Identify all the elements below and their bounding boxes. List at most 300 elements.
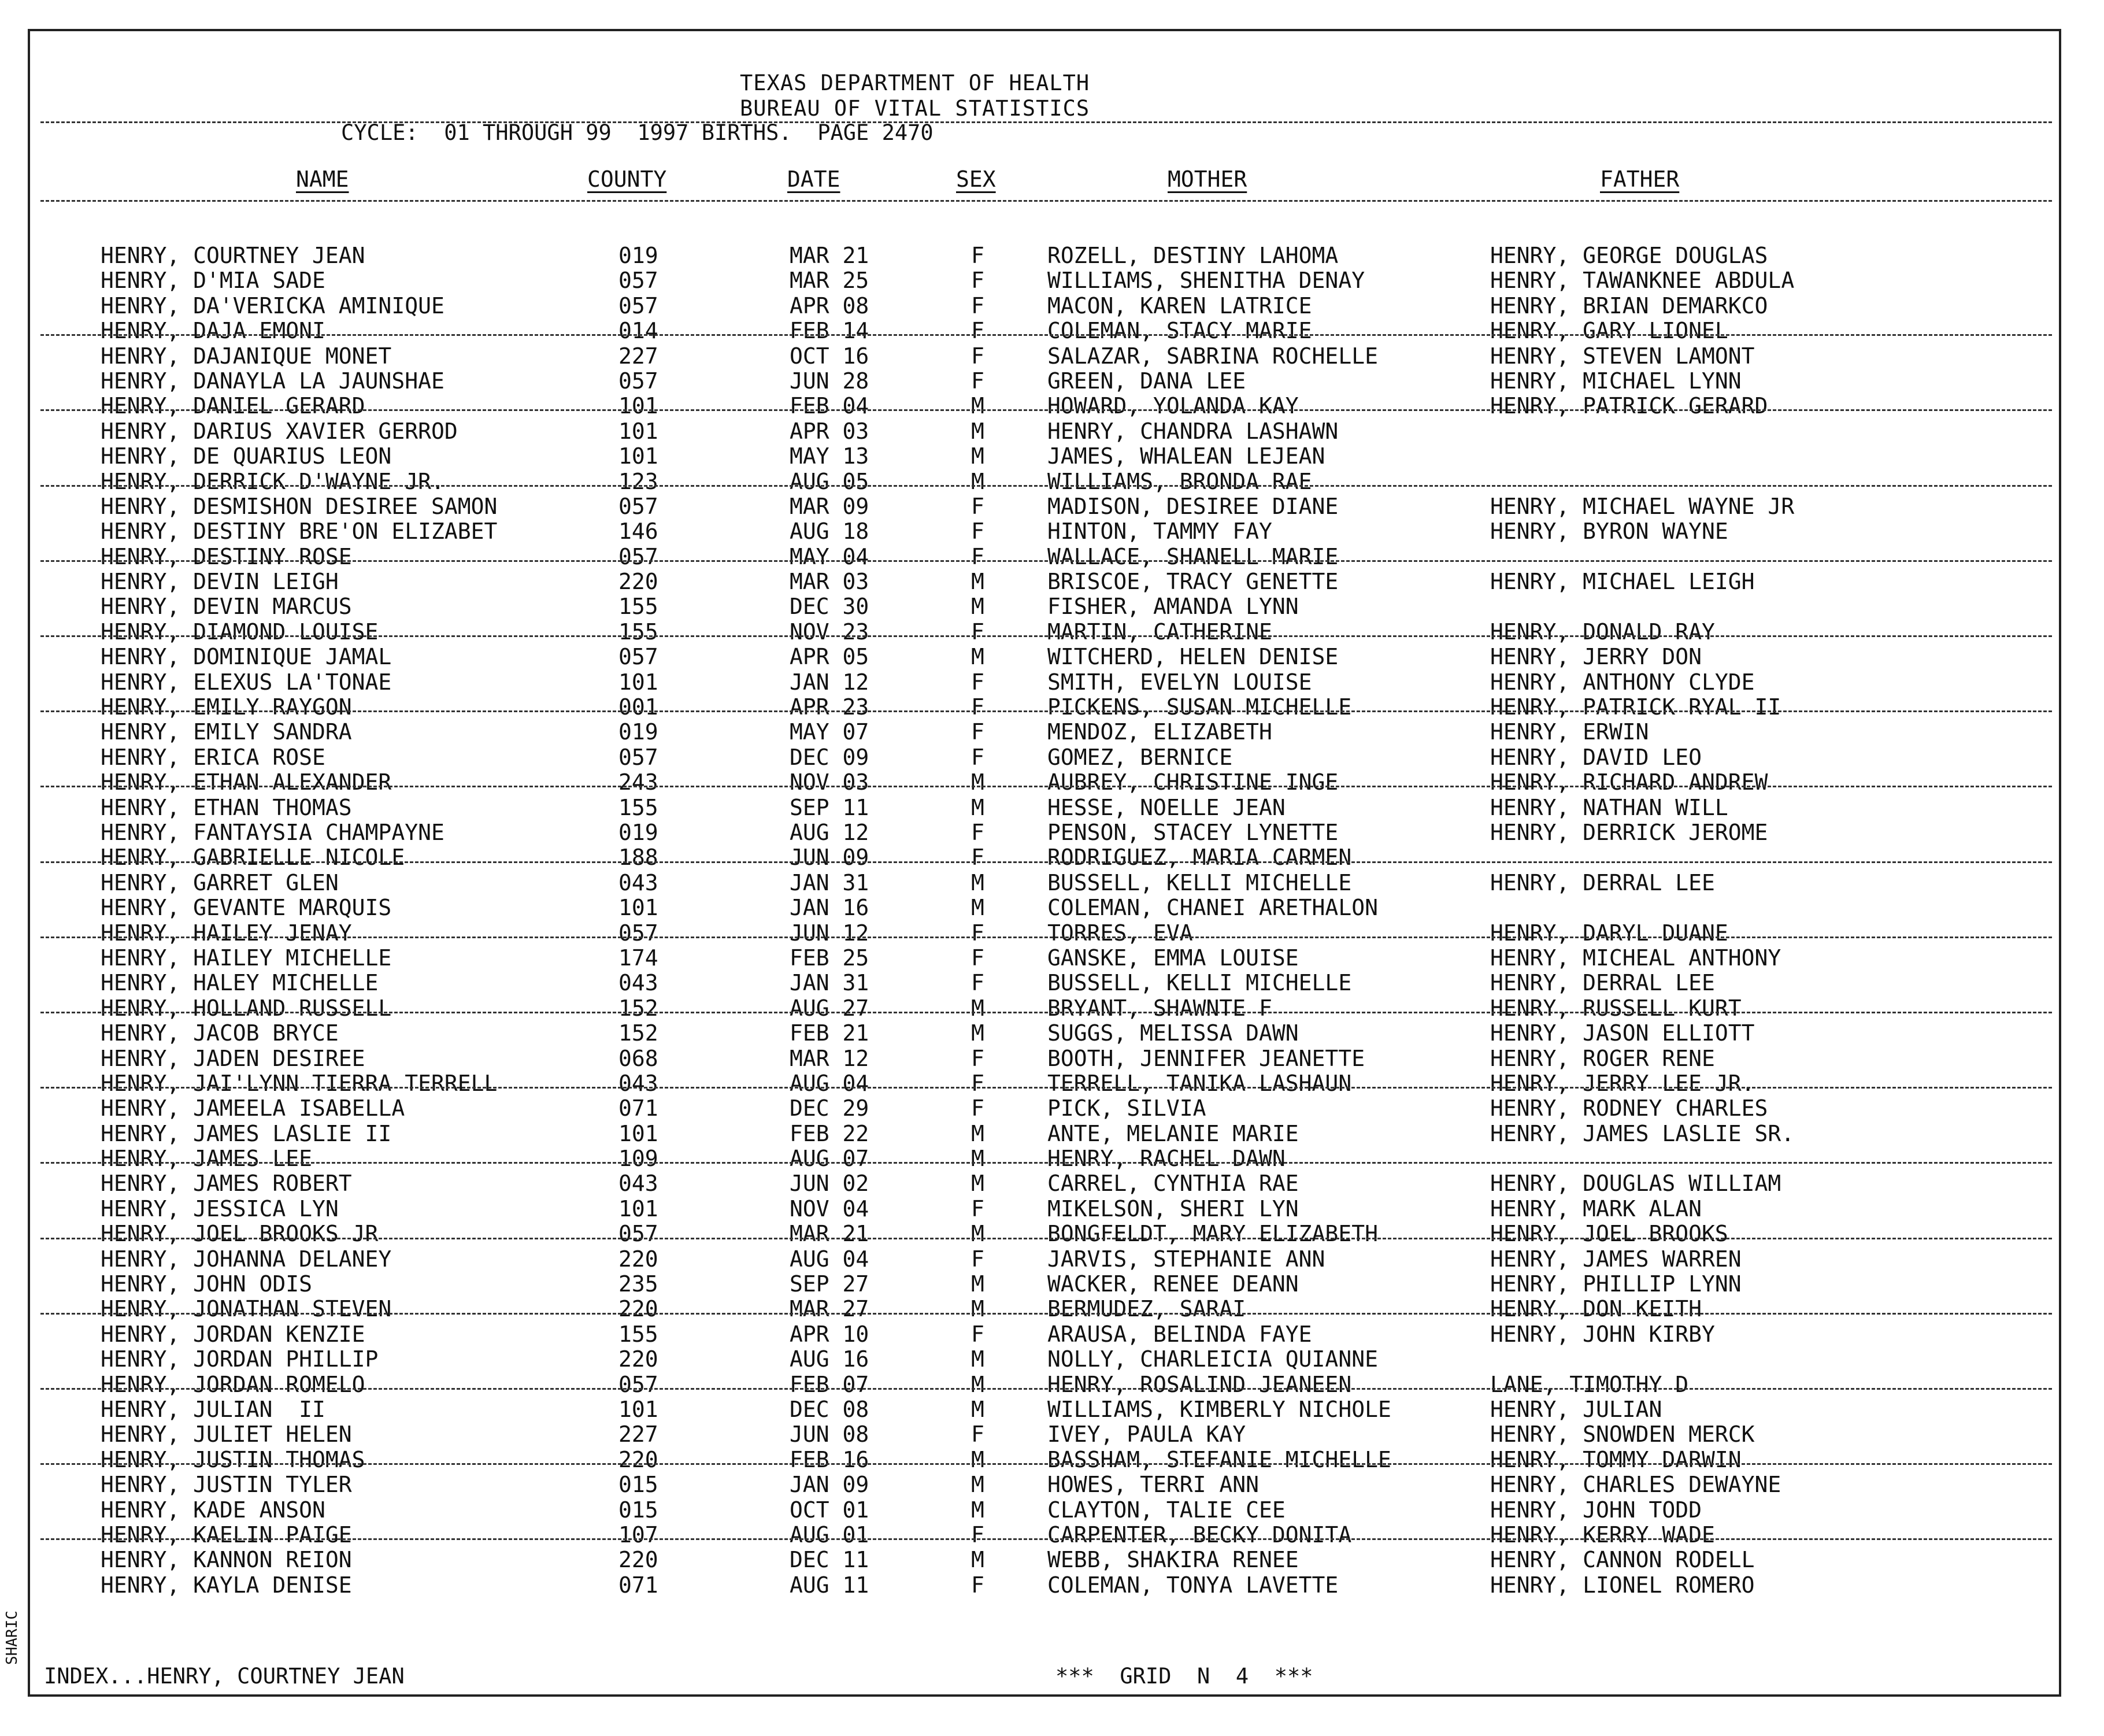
column-header-date: DATE <box>787 166 840 192</box>
cell-county: 015 <box>618 1497 658 1523</box>
cell-county: 101 <box>618 1120 658 1146</box>
cell-date: JUN 02 <box>790 1171 869 1197</box>
cell-name: HENRY, KAELIN PAIGE <box>101 1522 352 1548</box>
cell-father: HENRY, LIONEL ROMERO <box>1490 1572 1755 1598</box>
cell-date: JUN 08 <box>790 1422 869 1448</box>
cell-name: HENRY, JULIET HELEN <box>101 1422 352 1448</box>
row-divider <box>40 937 2052 938</box>
cell-sex: M <box>971 1221 984 1247</box>
cell-father: HENRY, TAWANKNEE ABDULA <box>1490 268 1795 294</box>
cycle-line: CYCLE: 01 THROUGH 99 1997 BIRTHS. PAGE 2470 <box>341 120 934 145</box>
cell-name: HENRY, JAMEELA ISABELLA <box>101 1095 405 1121</box>
cell-date: JAN 16 <box>790 895 869 921</box>
cell-sex: F <box>971 493 984 519</box>
cell-father: HENRY, JULIAN <box>1490 1396 1662 1422</box>
cell-sex: F <box>971 619 984 645</box>
table-row <box>0 569 2104 594</box>
cell-father: HENRY, TOMMY DARWIN <box>1490 1446 1742 1472</box>
cell-name: HENRY, HAILEY MICHELLE <box>101 945 392 971</box>
cell-father: HENRY, MICHAEL LYNN <box>1490 368 1742 394</box>
cell-name: HENRY, JOHANNA DELANEY <box>101 1246 392 1272</box>
cell-father: HENRY, BYRON WAYNE <box>1490 519 1728 545</box>
cell-sex: M <box>971 1371 984 1397</box>
cell-county: 123 <box>618 468 658 494</box>
cell-sex: F <box>971 1195 984 1222</box>
cell-sex: M <box>971 1396 984 1422</box>
table-row <box>0 970 2104 995</box>
cell-mother: SMITH, EVELYN LOUISE <box>1047 669 1312 695</box>
cell-father: HENRY, STEVEN LAMONT <box>1490 343 1755 369</box>
cell-mother: PICK, SILVIA <box>1047 1095 1206 1121</box>
cell-county: 057 <box>618 493 658 519</box>
cell-sex: M <box>971 1120 984 1146</box>
cell-father: LANE, TIMOTHY D <box>1490 1371 1689 1397</box>
table-row <box>0 1322 2104 1346</box>
row-divider <box>40 1087 2052 1089</box>
cell-county: 220 <box>618 1246 658 1272</box>
cell-sex: F <box>971 293 984 319</box>
cell-date: AUG 04 <box>790 1070 869 1096</box>
cell-father: HENRY, PATRICK RYAL II <box>1490 694 1781 720</box>
cell-county: 155 <box>618 794 658 820</box>
cell-sex: M <box>971 569 984 595</box>
cell-name: HENRY, KADE ANSON <box>101 1497 325 1523</box>
cell-date: APR 08 <box>790 293 869 319</box>
cell-name: HENRY, JUSTIN THOMAS <box>101 1446 365 1472</box>
cell-name: HENRY, DEVIN LEIGH <box>101 569 339 595</box>
cell-mother: BRYANT, SHAWNTE F <box>1047 995 1272 1021</box>
cell-father: HENRY, JOHN KIRBY <box>1490 1321 1715 1347</box>
cell-mother: WACKER, RENEE DEANN <box>1047 1271 1299 1297</box>
cell-father: HENRY, ANTHONY CLYDE <box>1490 669 1755 695</box>
cell-name: HENRY, FANTAYSIA CHAMPAYNE <box>101 819 444 845</box>
cell-sex: F <box>971 1422 984 1448</box>
cell-father: HENRY, GEORGE DOUGLAS <box>1490 243 1768 268</box>
cell-mother: WALLACE, SHANELL MARIE <box>1047 543 1339 569</box>
cell-father: HENRY, SNOWDEN MERCK <box>1490 1422 1755 1448</box>
row-divider <box>40 786 2052 787</box>
cell-date: FEB 21 <box>790 1020 869 1046</box>
cell-county: 014 <box>618 318 658 344</box>
cell-father: HENRY, ROGER RENE <box>1490 1045 1715 1071</box>
cell-mother: MIKELSON, SHERI LYN <box>1047 1195 1299 1222</box>
cell-father: HENRY, PHILLIP LYNN <box>1490 1271 1742 1297</box>
cell-father: HENRY, DERRAL LEE <box>1490 869 1715 895</box>
cell-father: HENRY, MICHAEL LEIGH <box>1490 569 1755 595</box>
cell-name: HENRY, GEVANTE MARQUIS <box>101 895 392 921</box>
table-row <box>0 870 2104 895</box>
row-divider <box>40 1162 2052 1164</box>
cell-mother: MENDOZ, ELIZABETH <box>1047 719 1272 745</box>
cell-mother: COLEMAN, CHANEI ARETHALON <box>1047 895 1378 921</box>
cell-date: JUN 28 <box>790 368 869 394</box>
cell-sex: M <box>971 1271 984 1297</box>
cell-date: FEB 25 <box>790 945 869 971</box>
row-divider <box>40 710 2052 712</box>
row-divider <box>40 635 2052 637</box>
table-row <box>0 1196 2104 1221</box>
cell-sex: F <box>971 819 984 845</box>
cell-mother: RODRIGUEZ, MARIA CARMEN <box>1047 845 1352 871</box>
cell-date: AUG 05 <box>790 468 869 494</box>
cell-date: NOV 04 <box>790 1195 869 1222</box>
cell-mother: BRISCOE, TRACY GENETTE <box>1047 569 1339 595</box>
cell-date: DEC 09 <box>790 744 869 770</box>
cell-county: 019 <box>618 719 658 745</box>
cell-name: HENRY, DIAMOND LOUISE <box>101 619 379 645</box>
cell-sex: M <box>971 1497 984 1523</box>
cell-name: HENRY, JADEN DESIREE <box>101 1045 365 1071</box>
cell-mother: TERRELL, TANIKA LASHAUN <box>1047 1070 1352 1096</box>
cell-mother: HESSE, NOELLE JEAN <box>1047 794 1286 820</box>
cell-sex: M <box>971 1020 984 1046</box>
cell-sex: M <box>971 468 984 494</box>
row-divider <box>40 334 2052 336</box>
cell-date: MAY 04 <box>790 543 869 569</box>
cell-name: HENRY, HOLLAND RUSSELL <box>101 995 392 1021</box>
cell-mother: ARAUSA, BELINDA FAYE <box>1047 1321 1312 1347</box>
table-row <box>0 1095 2104 1120</box>
cell-name: HENRY, JACOB BRYCE <box>101 1020 339 1046</box>
table-row <box>0 1221 2104 1246</box>
cell-county: 220 <box>618 1346 658 1372</box>
table-row <box>0 1572 2104 1597</box>
cell-sex: M <box>971 869 984 895</box>
cell-name: HENRY, JONATHAN STEVEN <box>101 1296 392 1322</box>
table-row <box>0 820 2104 845</box>
cell-mother: CLAYTON, TALIE CEE <box>1047 1497 1286 1523</box>
cell-date: FEB 07 <box>790 1371 869 1397</box>
cell-sex: F <box>971 970 984 996</box>
table-row <box>0 1071 2104 1095</box>
table-row <box>0 1271 2104 1296</box>
cell-sex: M <box>971 1171 984 1197</box>
cell-name: HENRY, JOEL BROOKS JR <box>101 1221 379 1247</box>
cell-mother: IVEY, PAULA KAY <box>1047 1422 1246 1448</box>
cell-sex: M <box>971 1547 984 1573</box>
cell-mother: FISHER, AMANDA LYNN <box>1047 594 1299 620</box>
cell-date: APR 05 <box>790 644 869 670</box>
cell-father: HENRY, ERWIN <box>1490 719 1649 745</box>
cell-name: HENRY, D'MIA SADE <box>101 268 325 294</box>
cell-name: HENRY, JAI'LYNN TIERRA TERRELL <box>101 1070 498 1096</box>
cell-county: 220 <box>618 1547 658 1573</box>
cell-sex: F <box>971 744 984 770</box>
table-row <box>0 1020 2104 1045</box>
cell-father: HENRY, JERRY LEE JR. <box>1490 1070 1755 1096</box>
table-row <box>0 1497 2104 1522</box>
cell-county: 101 <box>618 1396 658 1422</box>
cell-mother: PICKENS, SUSAN MICHELLE <box>1047 694 1352 720</box>
cell-mother: COLEMAN, STACY MARIE <box>1047 318 1312 344</box>
cell-name: HENRY, DESTINY BRE'ON ELIZABET <box>101 519 498 545</box>
cell-mother: COLEMAN, TONYA LAVETTE <box>1047 1572 1339 1598</box>
cell-date: APR 10 <box>790 1321 869 1347</box>
cell-father: HENRY, DERRAL LEE <box>1490 970 1715 996</box>
cell-date: APR 23 <box>790 694 869 720</box>
cell-county: 155 <box>618 594 658 620</box>
cell-name: HENRY, GABRIELLE NICOLE <box>101 845 405 871</box>
cell-county: 101 <box>618 443 658 469</box>
cell-county: 188 <box>618 845 658 871</box>
cell-mother: WILLIAMS, BRONDA RAE <box>1047 468 1312 494</box>
cell-name: HENRY, DA'VERICKA AMINIQUE <box>101 293 444 319</box>
row-divider <box>40 1313 2052 1315</box>
cell-sex: M <box>971 393 984 419</box>
row-divider <box>40 1238 2052 1239</box>
cell-county: 227 <box>618 1422 658 1448</box>
column-header-county: COUNTY <box>587 166 667 192</box>
cell-name: HENRY, JESSICA LYN <box>101 1195 339 1222</box>
cell-date: FEB 22 <box>790 1120 869 1146</box>
cell-mother: JARVIS, STEPHANIE ANN <box>1047 1246 1325 1272</box>
table-row <box>0 318 2104 343</box>
cell-sex: F <box>971 719 984 745</box>
table-row <box>0 1121 2104 1146</box>
cell-mother: CARREL, CYNTHIA RAE <box>1047 1171 1299 1197</box>
table-row <box>0 1472 2104 1497</box>
cell-date: JUN 12 <box>790 920 869 946</box>
cell-mother: GOMEZ, BERNICE <box>1047 744 1233 770</box>
cell-name: HENRY, DAJA EMONI <box>101 318 325 344</box>
cell-mother: MADISON, DESIREE DIANE <box>1047 493 1339 519</box>
cell-county: 243 <box>618 769 658 795</box>
cell-mother: HOWES, TERRI ANN <box>1047 1472 1260 1498</box>
cell-name: HENRY, DARIUS XAVIER GERROD <box>101 418 458 444</box>
cell-father: HENRY, MICHEAL ANTHONY <box>1490 945 1781 971</box>
cell-name: HENRY, JAMES LEE <box>101 1146 313 1172</box>
cell-county: 057 <box>618 268 658 294</box>
cell-sex: M <box>971 995 984 1021</box>
cell-date: DEC 29 <box>790 1095 869 1121</box>
table-row <box>0 1346 2104 1371</box>
table-row <box>0 1372 2104 1397</box>
cell-date: MAR 27 <box>790 1296 869 1322</box>
cell-sex: F <box>971 945 984 971</box>
cell-sex: F <box>971 318 984 344</box>
cell-mother: BUSSELL, KELLI MICHELLE <box>1047 970 1352 996</box>
cell-county: 152 <box>618 995 658 1021</box>
cell-name: HENRY, DOMINIQUE JAMAL <box>101 644 392 670</box>
cell-sex: M <box>971 644 984 670</box>
column-header-father: FATHER <box>1600 166 1680 192</box>
cell-sex: F <box>971 669 984 695</box>
cell-date: AUG 12 <box>790 819 869 845</box>
cell-date: MAR 21 <box>790 1221 869 1247</box>
cell-date: JAN 31 <box>790 970 869 996</box>
cell-date: AUG 01 <box>790 1522 869 1548</box>
cell-sex: M <box>971 769 984 795</box>
cell-mother: BOOTH, JENNIFER JEANETTE <box>1047 1045 1365 1071</box>
cell-father: HENRY, CHARLES DEWAYNE <box>1490 1472 1781 1498</box>
cell-father: HENRY, MICHAEL WAYNE JR <box>1490 493 1795 519</box>
table-row <box>0 1547 2104 1572</box>
table-row <box>0 1422 2104 1446</box>
cell-county: 220 <box>618 1446 658 1472</box>
cell-name: HENRY, DE QUARIUS LEON <box>101 443 392 469</box>
cell-date: MAR 25 <box>790 268 869 294</box>
cell-sex: F <box>971 920 984 946</box>
cell-date: AUG 07 <box>790 1146 869 1172</box>
cell-mother: BASSHAM, STEFANIE MICHELLE <box>1047 1446 1391 1472</box>
table-row <box>0 419 2104 443</box>
cell-name: HENRY, KAYLA DENISE <box>101 1572 352 1598</box>
cell-date: AUG 11 <box>790 1572 869 1598</box>
cell-name: HENRY, DEVIN MARCUS <box>101 594 352 620</box>
cell-county: 057 <box>618 293 658 319</box>
cell-date: FEB 14 <box>790 318 869 344</box>
cell-mother: HOWARD, YOLANDA KAY <box>1047 393 1299 419</box>
cell-sex: M <box>971 1296 984 1322</box>
cell-name: HENRY, KANNON REION <box>101 1547 352 1573</box>
row-divider <box>40 1012 2052 1013</box>
cell-county: 227 <box>618 343 658 369</box>
cell-mother: SALAZAR, SABRINA ROCHELLE <box>1047 343 1378 369</box>
cell-father: HENRY, RUSSELL KURT <box>1490 995 1742 1021</box>
cell-mother: SUGGS, MELISSA DAWN <box>1047 1020 1299 1046</box>
cell-name: HENRY, HALEY MICHELLE <box>101 970 379 996</box>
cell-name: HENRY, GARRET GLEN <box>101 869 339 895</box>
cell-date: DEC 08 <box>790 1396 869 1422</box>
cell-county: 057 <box>618 644 658 670</box>
table-row <box>0 995 2104 1020</box>
cell-mother: PENSON, STACEY LYNETTE <box>1047 819 1339 845</box>
table-row <box>0 745 2104 769</box>
cell-name: HENRY, ETHAN THOMAS <box>101 794 352 820</box>
cell-mother: WITCHERD, HELEN DENISE <box>1047 644 1339 670</box>
cell-county: 015 <box>618 1472 658 1498</box>
cell-father: HENRY, CANNON RODELL <box>1490 1547 1755 1573</box>
cell-father: HENRY, JAMES WARREN <box>1490 1246 1742 1272</box>
table-row <box>0 1171 2104 1195</box>
cell-date: OCT 16 <box>790 343 869 369</box>
cell-sex: F <box>971 243 984 268</box>
table-row <box>0 544 2104 569</box>
cell-mother: AUBREY, CHRISTINE INGE <box>1047 769 1339 795</box>
cell-father: HENRY, JOEL BROOKS <box>1490 1221 1728 1247</box>
cell-county: 057 <box>618 368 658 394</box>
cell-county: 043 <box>618 869 658 895</box>
cell-mother: MARTIN, CATHERINE <box>1047 619 1272 645</box>
cell-father: HENRY, RICHARD ANDREW <box>1490 769 1768 795</box>
cell-father: HENRY, RODNEY CHARLES <box>1490 1095 1768 1121</box>
cell-sex: M <box>971 1446 984 1472</box>
table-row <box>0 694 2104 719</box>
cell-date: APR 03 <box>790 418 869 444</box>
cell-father: HENRY, NATHAN WILL <box>1490 794 1728 820</box>
cell-county: 155 <box>618 1321 658 1347</box>
cell-sex: F <box>971 1045 984 1071</box>
cell-father: HENRY, GARY LIONEL <box>1490 318 1728 344</box>
cell-county: 155 <box>618 619 658 645</box>
row-divider <box>40 485 2052 487</box>
cell-county: 174 <box>618 945 658 971</box>
table-row <box>0 268 2104 293</box>
cell-mother: GREEN, DANA LEE <box>1047 368 1246 394</box>
cell-sex: F <box>971 519 984 545</box>
cell-date: OCT 01 <box>790 1497 869 1523</box>
table-row <box>0 494 2104 519</box>
cell-county: 109 <box>618 1146 658 1172</box>
cell-date: JAN 12 <box>790 669 869 695</box>
cell-date: DEC 30 <box>790 594 869 620</box>
cell-father: HENRY, PATRICK GERARD <box>1490 393 1768 419</box>
cell-mother: BERMUDEZ, SARAI <box>1047 1296 1246 1322</box>
table-row <box>0 1146 2104 1171</box>
cell-sex: M <box>971 1346 984 1372</box>
cell-name: HENRY, JORDAN KENZIE <box>101 1321 365 1347</box>
cell-sex: F <box>971 1572 984 1598</box>
table-row <box>0 619 2104 644</box>
table-row <box>0 594 2104 619</box>
cell-date: NOV 03 <box>790 769 869 795</box>
cell-father: HENRY, JAMES LASLIE SR. <box>1490 1120 1795 1146</box>
cell-mother: WEBB, SHAKIRA RENEE <box>1047 1547 1299 1573</box>
table-row <box>0 243 2104 268</box>
footer-index: INDEX...HENRY, COURTNEY JEAN <box>44 1664 405 1689</box>
cell-date: JAN 31 <box>790 869 869 895</box>
cell-father: HENRY, MARK ALAN <box>1490 1195 1702 1222</box>
cell-county: 057 <box>618 920 658 946</box>
cell-mother: WILLIAMS, KIMBERLY NICHOLE <box>1047 1396 1391 1422</box>
cell-father: HENRY, KERRY WADE <box>1490 1522 1715 1548</box>
cell-sex: F <box>971 368 984 394</box>
cell-name: HENRY, EMILY RAYGON <box>101 694 352 720</box>
cell-father: HENRY, DAVID LEO <box>1490 744 1702 770</box>
table-row <box>0 945 2104 970</box>
cell-name: HENRY, EMILY SANDRA <box>101 719 352 745</box>
cell-father: HENRY, JOHN TODD <box>1490 1497 1702 1523</box>
cell-name: HENRY, DANIEL GERARD <box>101 393 365 419</box>
cell-sex: M <box>971 1146 984 1172</box>
row-divider <box>40 1388 2052 1390</box>
row-divider <box>40 409 2052 411</box>
cell-county: 057 <box>618 1221 658 1247</box>
cell-date: MAR 21 <box>790 243 869 268</box>
cell-mother: GANSKE, EMMA LOUISE <box>1047 945 1299 971</box>
cell-sex: F <box>971 1321 984 1347</box>
cell-sex: M <box>971 895 984 921</box>
cell-sex: F <box>971 268 984 294</box>
cell-county: 101 <box>618 895 658 921</box>
cell-name: HENRY, JORDAN PHILLIP <box>101 1346 379 1372</box>
cell-name: HENRY, JORDAN ROMELO <box>101 1371 365 1397</box>
cell-name: HENRY, ERICA ROSE <box>101 744 325 770</box>
table-row <box>0 1046 2104 1071</box>
cell-county: 057 <box>618 1371 658 1397</box>
cell-father: HENRY, JASON ELLIOTT <box>1490 1020 1755 1046</box>
department-title: TEXAS DEPARTMENT OF HEALTH <box>740 71 1090 95</box>
cell-date: JUN 09 <box>790 845 869 871</box>
cell-county: 220 <box>618 569 658 595</box>
cell-father: HENRY, DON KEITH <box>1490 1296 1702 1322</box>
cell-mother: HENRY, CHANDRA LASHAWN <box>1047 418 1339 444</box>
cell-mother: HENRY, ROSALIND JEANEEN <box>1047 1371 1352 1397</box>
cell-name: HENRY, COURTNEY JEAN <box>101 243 365 268</box>
cell-county: 146 <box>618 519 658 545</box>
cell-name: HENRY, HAILEY JENAY <box>101 920 352 946</box>
cell-mother: ANTE, MELANIE MARIE <box>1047 1120 1299 1146</box>
bureau-title: BUREAU OF VITAL STATISTICS <box>740 96 1090 121</box>
cell-sex: F <box>971 694 984 720</box>
cell-name: HENRY, DESTINY ROSE <box>101 543 352 569</box>
table-row <box>0 895 2104 920</box>
table-row <box>0 669 2104 694</box>
divider <box>40 200 2052 202</box>
cell-mother: JAMES, WHALEAN LEJEAN <box>1047 443 1325 469</box>
cell-date: AUG 16 <box>790 1346 869 1372</box>
row-divider <box>40 560 2052 562</box>
